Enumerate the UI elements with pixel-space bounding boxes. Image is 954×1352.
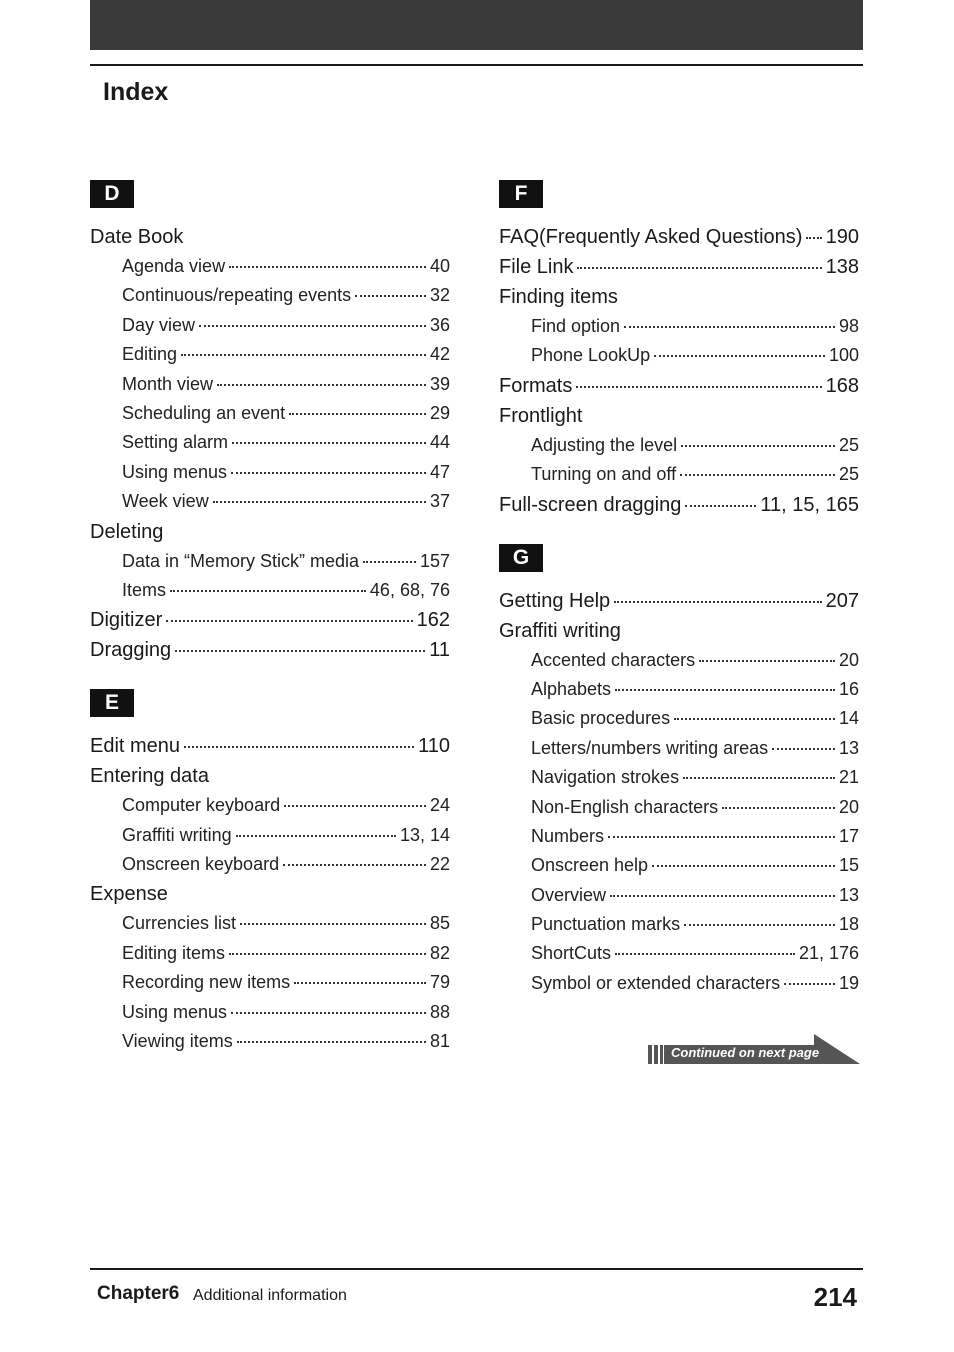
entry-label: Expense — [90, 883, 168, 906]
index-entry — [90, 281, 450, 310]
dot-leader — [184, 746, 414, 748]
dot-leader — [806, 237, 821, 239]
entry-label: Turning on and off — [531, 464, 677, 485]
page-title: Index — [103, 78, 169, 106]
entry-label: Finding items — [499, 286, 618, 308]
entry-label: Phone LookUp — [531, 345, 651, 366]
section-letter: E — [90, 689, 134, 717]
continued-text: Continued on next page — [671, 1045, 820, 1060]
index-entry — [499, 401, 859, 431]
entry-pages: 25 — [838, 464, 859, 485]
entry-pages: 100 — [828, 345, 859, 366]
entry-label: Formats — [499, 374, 573, 397]
dot-leader — [229, 266, 426, 268]
entry-label: Frontlight — [499, 404, 583, 427]
index-entry — [90, 458, 450, 487]
entry-pages: 168 — [825, 374, 859, 397]
dot-leader — [772, 748, 835, 750]
section-gap — [90, 665, 450, 689]
entry-label: Data in “Memory Stick” media — [122, 550, 360, 571]
footer-chapter: Chapter6 — [97, 1283, 180, 1304]
entry-label: Computer keyboard — [122, 795, 281, 816]
entry-pages: 40 — [429, 256, 450, 276]
entry-pages: 15 — [838, 855, 859, 876]
dot-leader — [355, 295, 426, 297]
index-entry — [90, 487, 450, 516]
entry-label: Entering data — [90, 765, 209, 788]
index-entry — [90, 731, 450, 761]
entry-pages: 25 — [838, 434, 859, 455]
index-entry — [90, 968, 450, 997]
entry-pages: 162 — [416, 609, 450, 632]
dot-leader — [699, 660, 835, 662]
entry-pages: 24 — [429, 795, 450, 816]
index-entry — [499, 282, 859, 312]
index-column-left — [90, 180, 450, 1056]
footer-description: Additional information — [193, 1287, 347, 1304]
dot-leader — [284, 805, 426, 807]
entry-label: Recording new items — [122, 972, 291, 993]
dot-leader — [683, 777, 835, 779]
section-letter: D — [90, 180, 134, 208]
dot-leader — [363, 561, 416, 563]
entry-pages: 98 — [838, 316, 859, 336]
entry-label: Viewing items — [122, 1031, 233, 1052]
entry-pages: 207 — [825, 589, 859, 612]
dot-leader — [577, 267, 821, 269]
dot-leader — [236, 835, 396, 837]
index-entry — [90, 879, 450, 909]
index-entry — [90, 340, 450, 369]
entry-label: Letters/numbers writing areas — [531, 737, 769, 758]
entry-label: Onscreen keyboard — [122, 854, 280, 875]
index-entry — [90, 791, 450, 820]
dot-leader — [199, 325, 426, 327]
entry-label: Agenda view — [122, 256, 226, 276]
index-entry — [90, 252, 450, 281]
entry-label: Digitizer — [90, 609, 163, 632]
dot-leader — [229, 953, 426, 955]
index-entry — [90, 998, 450, 1027]
index-entry — [90, 821, 450, 850]
entry-pages: 138 — [825, 256, 859, 278]
entry-pages: 39 — [429, 373, 450, 394]
dot-leader — [615, 689, 835, 691]
entry-pages: 14 — [838, 708, 859, 729]
entry-pages: 85 — [429, 913, 450, 934]
dot-leader — [680, 474, 835, 476]
index-entry — [499, 793, 859, 822]
index-entry — [499, 734, 859, 763]
dot-leader — [175, 650, 425, 652]
entry-label: Scheduling an event — [122, 402, 286, 423]
index-entry — [499, 312, 859, 341]
index-entry — [499, 851, 859, 880]
entry-pages: 18 — [838, 914, 859, 935]
index-entry — [499, 675, 859, 704]
dot-leader — [654, 355, 825, 357]
entry-label: Adjusting the level — [531, 434, 678, 455]
entry-pages: 44 — [429, 432, 450, 453]
entry-pages: 157 — [419, 550, 450, 571]
entry-pages: 37 — [429, 491, 450, 512]
index-entry — [90, 605, 450, 635]
dot-leader — [615, 953, 795, 955]
entry-label: Date Book — [90, 226, 184, 248]
dot-leader — [684, 924, 835, 926]
section-gap — [499, 520, 859, 544]
entry-label: Numbers — [531, 825, 605, 846]
entry-label: Symbol or extended characters — [531, 972, 781, 993]
header-bar — [90, 0, 863, 50]
dot-leader — [283, 864, 426, 866]
index-entry — [90, 939, 450, 968]
section-letter: G — [499, 544, 543, 572]
entry-label: Find option — [531, 316, 621, 336]
dot-leader — [217, 384, 426, 386]
dot-leader — [181, 354, 426, 356]
index-entry — [90, 635, 450, 665]
index-entry — [499, 460, 859, 489]
entry-pages: 42 — [429, 344, 450, 365]
entry-label: Day view — [122, 314, 196, 335]
header-rule — [90, 64, 863, 66]
dot-leader — [608, 836, 835, 838]
section-letter: F — [499, 180, 543, 208]
continued-banner — [648, 1034, 860, 1064]
section-title-gap — [499, 208, 859, 222]
entry-pages: 13, 14 — [399, 824, 450, 845]
dot-leader — [722, 807, 835, 809]
entry-pages: 11, 15, 165 — [760, 493, 859, 516]
entry-label: Using menus — [122, 1001, 228, 1022]
index-entry — [90, 428, 450, 457]
entry-label: Getting Help — [499, 589, 611, 612]
entry-pages: 20 — [838, 649, 859, 670]
entry-label: Overview — [531, 884, 607, 905]
dot-leader — [576, 386, 821, 388]
index-entry — [499, 490, 859, 520]
entry-pages: 47 — [429, 461, 450, 482]
dot-leader — [231, 472, 426, 474]
entry-pages: 21, 176 — [798, 943, 859, 964]
index-entry — [90, 222, 450, 252]
dot-leader — [231, 1012, 426, 1014]
entry-pages: 82 — [429, 942, 450, 963]
entry-pages: 36 — [429, 314, 450, 335]
entry-pages: 13 — [838, 884, 859, 905]
dot-leader — [240, 923, 426, 925]
entry-label: Edit menu — [90, 735, 181, 758]
dot-leader — [166, 620, 412, 622]
index-entry — [90, 399, 450, 428]
entry-label: Graffiti writing — [122, 824, 232, 845]
index-entry — [499, 431, 859, 460]
entry-pages: 88 — [429, 1001, 450, 1022]
index-entry — [499, 616, 859, 646]
index-entry — [90, 517, 450, 547]
index-entry — [499, 939, 859, 968]
entry-label: Month view — [122, 373, 214, 394]
dot-leader — [294, 982, 426, 984]
dot-leader — [685, 505, 756, 507]
entry-label: Punctuation marks — [531, 914, 681, 935]
dot-leader — [681, 445, 835, 447]
entry-label: Week view — [122, 491, 209, 512]
index-entry — [499, 341, 859, 370]
entry-pages: 46, 68, 76 — [369, 579, 450, 600]
dot-leader — [170, 590, 366, 592]
entry-label: Graffiti writing — [499, 619, 621, 642]
index-entry — [499, 822, 859, 851]
index-entry — [499, 371, 859, 401]
entry-pages: 16 — [838, 678, 859, 699]
entry-label: Deleting — [90, 520, 164, 543]
entry-label: Editing items — [122, 942, 226, 963]
index-entry — [499, 969, 859, 998]
index-entry — [499, 910, 859, 939]
index-entry — [499, 586, 859, 616]
entry-pages: 17 — [838, 825, 859, 846]
entry-pages: 81 — [429, 1031, 450, 1052]
section-title-gap — [499, 572, 859, 586]
entry-label: Full-screen dragging — [499, 493, 682, 516]
section-title-gap — [90, 208, 450, 222]
entry-pages: 21 — [838, 767, 859, 788]
entry-label: Currencies list — [122, 913, 237, 934]
dot-leader — [652, 865, 835, 867]
entry-label: ShortCuts — [531, 943, 612, 964]
entry-label: Alphabets — [531, 678, 612, 699]
index-entry — [90, 909, 450, 938]
index-entry — [499, 763, 859, 792]
entry-label: Non-English characters — [531, 796, 719, 817]
index-entry — [499, 646, 859, 675]
index-entry — [499, 252, 859, 282]
index-entry — [90, 1027, 450, 1056]
entry-pages: 11 — [429, 639, 450, 662]
dot-leader — [237, 1041, 426, 1043]
index-entry — [90, 850, 450, 879]
dot-leader — [289, 413, 426, 415]
page-number: 214 — [813, 1282, 857, 1312]
entry-pages: 110 — [418, 735, 450, 758]
entry-pages: 190 — [825, 226, 859, 248]
entry-label: Editing — [122, 344, 178, 365]
entry-pages: 29 — [429, 402, 450, 423]
index-entry — [499, 704, 859, 733]
entry-label: Basic procedures — [531, 708, 671, 729]
dot-leader — [784, 983, 835, 985]
index-entry — [90, 576, 450, 605]
entry-pages: 32 — [429, 285, 450, 306]
footer-rule — [90, 1268, 863, 1270]
entry-pages: 22 — [429, 854, 450, 875]
index-entry — [499, 222, 859, 252]
index-entry — [499, 881, 859, 910]
entry-pages: 13 — [838, 737, 859, 758]
dot-leader — [213, 501, 426, 503]
entry-label: Accented characters — [531, 649, 696, 670]
section-title-gap — [90, 717, 450, 731]
entry-pages: 19 — [838, 972, 859, 993]
index-entry — [90, 547, 450, 576]
dot-leader — [232, 442, 426, 444]
index-entry — [90, 311, 450, 340]
dot-leader — [614, 601, 821, 603]
entry-pages: 20 — [838, 796, 859, 817]
index-entry — [90, 370, 450, 399]
entry-label: File Link — [499, 256, 574, 278]
index-column-right — [499, 180, 859, 998]
dot-leader — [674, 718, 835, 720]
entry-label: Navigation strokes — [531, 767, 680, 788]
dot-leader — [624, 326, 835, 328]
entry-label: Onscreen help — [531, 855, 649, 876]
entry-label: Items — [122, 579, 167, 600]
entry-label: Using menus — [122, 461, 228, 482]
entry-pages: 79 — [429, 972, 450, 993]
entry-label: Dragging — [90, 639, 172, 662]
entry-label: FAQ(Frequently Asked Questions) — [499, 226, 803, 248]
entry-label: Continuous/repeating events — [122, 285, 352, 306]
dot-leader — [610, 895, 835, 897]
index-entry — [90, 761, 450, 791]
entry-label: Setting alarm — [122, 432, 229, 453]
